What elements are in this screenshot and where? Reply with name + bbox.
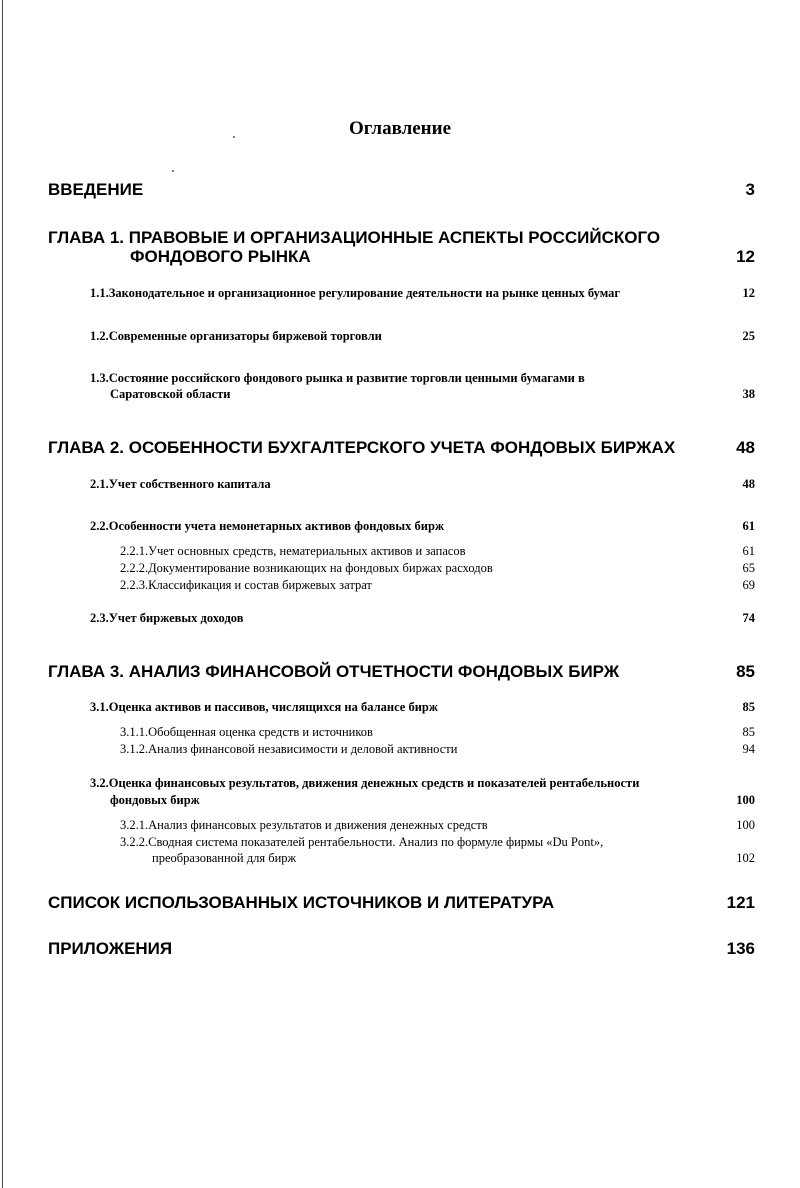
toc-entry-page: 61 [742,544,755,558]
toc-entry-label-line2: ФОНДОВОГО РЫНКА [130,247,311,266]
toc-entry-page: 65 [742,561,755,575]
toc-entry-label: ВВЕДЕНИЕ [48,180,144,199]
toc-entry-page: 100 [736,793,755,807]
toc-entry-label: 2.2.2.Документирование возникающих на фондовых биржах расходов [120,561,493,575]
toc-entry-label: 3.2.1.Анализ финансовых результатов и движения денежных средств [120,818,488,832]
toc-entry-label-line2: фондовых бирж [110,793,200,807]
toc-entry-label: 1.2.Современные организаторы биржевой торговли [90,329,382,343]
toc-entry-label: 2.3.Учет биржевых доходов [90,611,244,625]
toc-entry-label: 2.1.Учет собственного капитала [90,477,271,491]
toc-entry-page: 121 [726,893,755,912]
toc-title: Оглавление [348,118,452,139]
toc-entry-page: 85 [742,725,755,739]
toc-entry-page: 94 [742,742,755,756]
toc-entry-label-line1: 1.3.Состояние российского фондового рынка и развитие торговли ценными бумагами в [90,371,585,385]
toc-entry-page: 12 [736,247,755,266]
toc-entry-label: 3.1.2.Анализ финансовой независимости и деловой активности [120,742,458,756]
toc-entry-page: 136 [726,939,755,958]
toc-entry-page: 48 [742,477,755,491]
toc-entry-page: 100 [736,818,755,832]
toc-entry-label: ГЛАВА 3. АНАЛИЗ ФИНАНСОВОЙ ОТЧЕТНОСТИ ФОНДОВЫХ БИРЖ [48,662,620,681]
toc-entry-page: 3 [745,180,755,199]
toc-entry-label: 3.1.Оценка активов и пассивов, числящихся на балансе бирж [90,700,438,714]
toc-entry-page: 102 [736,851,755,865]
toc-entry-label-line2: преобразованной для бирж [152,851,297,865]
toc-entry-label-line1: ГЛАВА 1. ПРАВОВЫЕ И ОРГАНИЗАЦИОННЫЕ АСПЕКТЫ РОССИЙСКОГО [48,228,661,247]
toc-entry-page: 25 [742,329,755,343]
toc-entry-label-line1: 3.2.Оценка финансовых результатов, движения денежных средств и показателей рентабельности [90,776,640,790]
toc-entry-page: 61 [742,519,755,533]
toc-entry-label: 1.1.Законодательное и организационное регулирование деятельности на рынке ценных бумаг [90,286,621,300]
toc-entry-label-line1: 3.2.2.Сводная система показателей рентабельности. Анализ по формуле фирмы «Du Pont», [120,835,604,849]
toc-entry-label-line2: Саратовской области [110,387,231,401]
toc-entry-label: ПРИЛОЖЕНИЯ [48,939,173,958]
toc-entry-label: 3.1.1.Обобщенная оценка средств и источников [120,725,373,739]
toc-entry-page: 69 [742,578,755,592]
toc-entry-label: ГЛАВА 2. ОСОБЕННОСТИ БУХГАЛТЕРСКОГО УЧЕТА ФОНДОВЫХ БИРЖАХ [48,438,676,457]
toc-entry-page: 48 [736,438,755,457]
toc-entry-label: СПИСОК ИСПОЛЬЗОВАННЫХ ИСТОЧНИКОВ И ЛИТЕРАТУРА [48,893,555,912]
page-edge-line [2,0,3,1188]
toc-entry-label: 2.2.1.Учет основных средств, нематериальных активов и запасов [120,544,466,558]
scan-speck [172,170,174,172]
toc-entry-page: 12 [742,286,755,300]
toc-entry-label: 2.2.3.Классификация и состав биржевых затрат [120,578,372,592]
toc-entry-label: 2.2.Особенности учета немонетарных активов фондовых бирж [90,519,445,533]
toc-entry-page: 38 [742,387,755,401]
toc-entry-page: 74 [742,611,755,625]
toc-entry-page: 85 [736,662,755,681]
toc-entry-page: 85 [742,700,755,714]
